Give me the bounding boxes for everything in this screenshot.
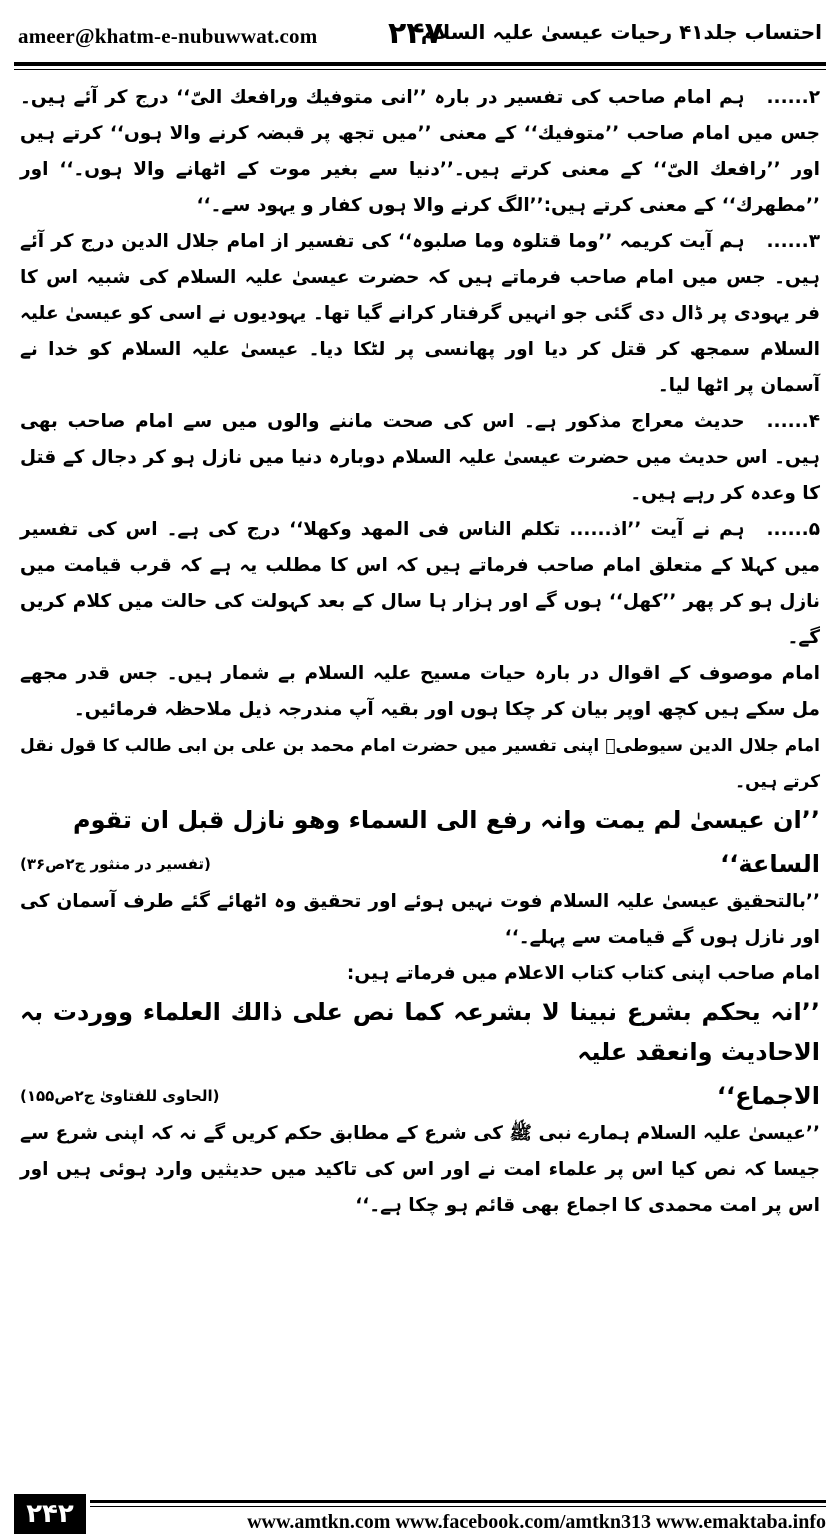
footer-rule [90,1500,826,1503]
header-rule-thin [14,69,826,70]
paragraph-4 [20,404,820,512]
translation-2: ’’عیسیٰ علیہ السلام ہمارے نبی ﷺ کی شرع کے مطابق حکم کریں گے نہ کہ اپنی شرع سے جیسا کہ نص کیا اس پر علماء امت نے اور اس کی تاکید میں حدیثیں وارد ہوئی ہیں اور اس پر امت محمدی کا اجماع بھی قائم ہو چکا ہے۔‘‘ [20,1123,820,1216]
page-header [18,14,822,58]
paragraph-number: ۴...... [766,411,820,432]
suyuti-intro: امام جلال الدین سیوطیؒ اپنی تفسیر میں حضرت امام محمد بن علی بن ابی طالب کا قول نقل کرتے ہیں۔ [20,736,820,792]
paragraph-text: ہم نے آیت ’’اذ...... تکلم الناس فی المھد وکھلا‘‘ درج کی ہے۔ اس کی تفسیر میں کہلا کے متعلق امام صاحب فرماتے ہیں کہ اس کا مطلب یہ ہے کہ قرب قیامت میں نازل ہو کر پھر ’’کھل‘‘ ہوں گے اور ہزار ہا سال کے بعد کہولت کی حالت میں کلام کریں گے۔ [20,519,820,648]
paragraph-number: ۲...... [766,87,820,108]
paragraph-number: ۳...... [766,231,820,252]
arabic-quote-1-end [20,844,820,884]
footer-page-number: ۲۴۲ [14,1494,86,1534]
arabic-quote-2: ’’انہ یحکم بشرع نبینا لا بشرعہ کما نص علی ذالك العلماء ووردت بہ الاحادیث وانعقد علیہ [20,998,820,1066]
alam-intro: امام صاحب اپنی کتاب کتاب الاعلام میں فرماتے ہیں: [346,963,820,984]
arabic-quote-1: ’’ان عیسیٰ لم یمت وانہ رفع الی السماء وھو نازل قبل ان تقوم [73,806,820,834]
header-email: ameer@khatm-e-nubuwwat.com [18,24,318,48]
footer-rule-thin [90,1506,826,1507]
paragraph-text: حدیث معراج مذکور ہے۔ اس کی صحت ماننے والوں میں سے امام صاحب بھی ہیں۔ اس حدیث میں حضرت عیسیٰ علیہ السلام دوبارہ دنیا میں نازل ہو کر دجال کے قتل کا وعدہ کر رہے ہیں۔ [20,411,820,504]
reference-1: (تفسیر در منثور ج۲ص۳۶) [20,855,211,873]
header-page-number: ۲۴۷ [388,16,443,51]
arabic-quote-1-tail: الساعة‘‘ [720,850,820,878]
reference-2: (الحاوی للفتاویٰ ج۲ص۱۵۵) [20,1087,220,1105]
footer-links: www.amtkn.com www.facebook.com/amtkn313 www.emaktaba.info [247,1511,826,1533]
paragraph-3 [20,224,820,404]
arabic-quote-2-end [20,1076,820,1116]
translation-1: ’’بالتحقیق عیسیٰ علیہ السلام فوت نہیں ہوئے اور تحقیق وہ اٹھائے گئے طرف آسمان کی اور نازل ہوں گے قیامت سے پہلے۔‘‘ [20,891,820,948]
paragraph-5 [20,512,820,656]
page-body [20,80,820,1454]
header-book-title: احتساب جلد۴۱ رحیات عیسیٰ علیہ السلام [420,20,822,44]
paragraph-2 [20,80,820,224]
paragraph-number: ۵...... [766,519,820,540]
arabic-quote-2-tail: الاجماع‘‘ [716,1082,820,1110]
paragraph-text: ہم امام صاحب کی تفسیر در بارہ ’’انی متوفیك ورافعك الیّ‘‘ درج کر آئے ہیں۔ جس میں امام صاحب ’’متوفیك‘‘ کے معنی ’’میں تجھ پر قبضہ کرنے والا ہوں‘‘ کرتے ہیں اور ’’رافعك الیّ‘‘ کے معنی کرتے ہیں۔’’دنیا سے بغیر موت کے اٹھانے والا ہوں۔‘‘ اور ’’مطھرك‘‘ کے معنی کرتے ہیں:’’الگ کرنے والا ہوں کفار و یہود سے۔‘‘ [20,87,820,216]
summary-paragraph: امام موصوف کے اقوال در بارہ حیات مسیح علیہ السلام بے شمار ہیں۔ جس قدر مجھے مل سکے ہیں کچھ اوپر بیان کر چکا ہوں اور بقیہ آپ مندرجہ ذیل ملاحظہ فرمائیں۔ [20,663,820,720]
paragraph-text: ہم آیت کریمہ ’’وما قتلوہ وما صلبوہ‘‘ کی تفسیر از امام جلال الدین درج کر آئے ہیں۔ جس میں امام صاحب فرماتے ہیں کہ حضرت عیسیٰ علیہ السلام کی شبیہ اس کا فر یہودی پر ڈال دی گئی جو انہیں گرفتار کرانے گیا تھا۔ یہودیوں نے اسی کو عیسیٰ علیہ السلام سمجھ کر قتل کر دیا اور پھانسی پر لٹکا دیا۔ عیسیٰ علیہ السلام کو خدا نے آسمان پر اٹھا لیا۔ [20,231,820,396]
header-rule [14,62,826,66]
